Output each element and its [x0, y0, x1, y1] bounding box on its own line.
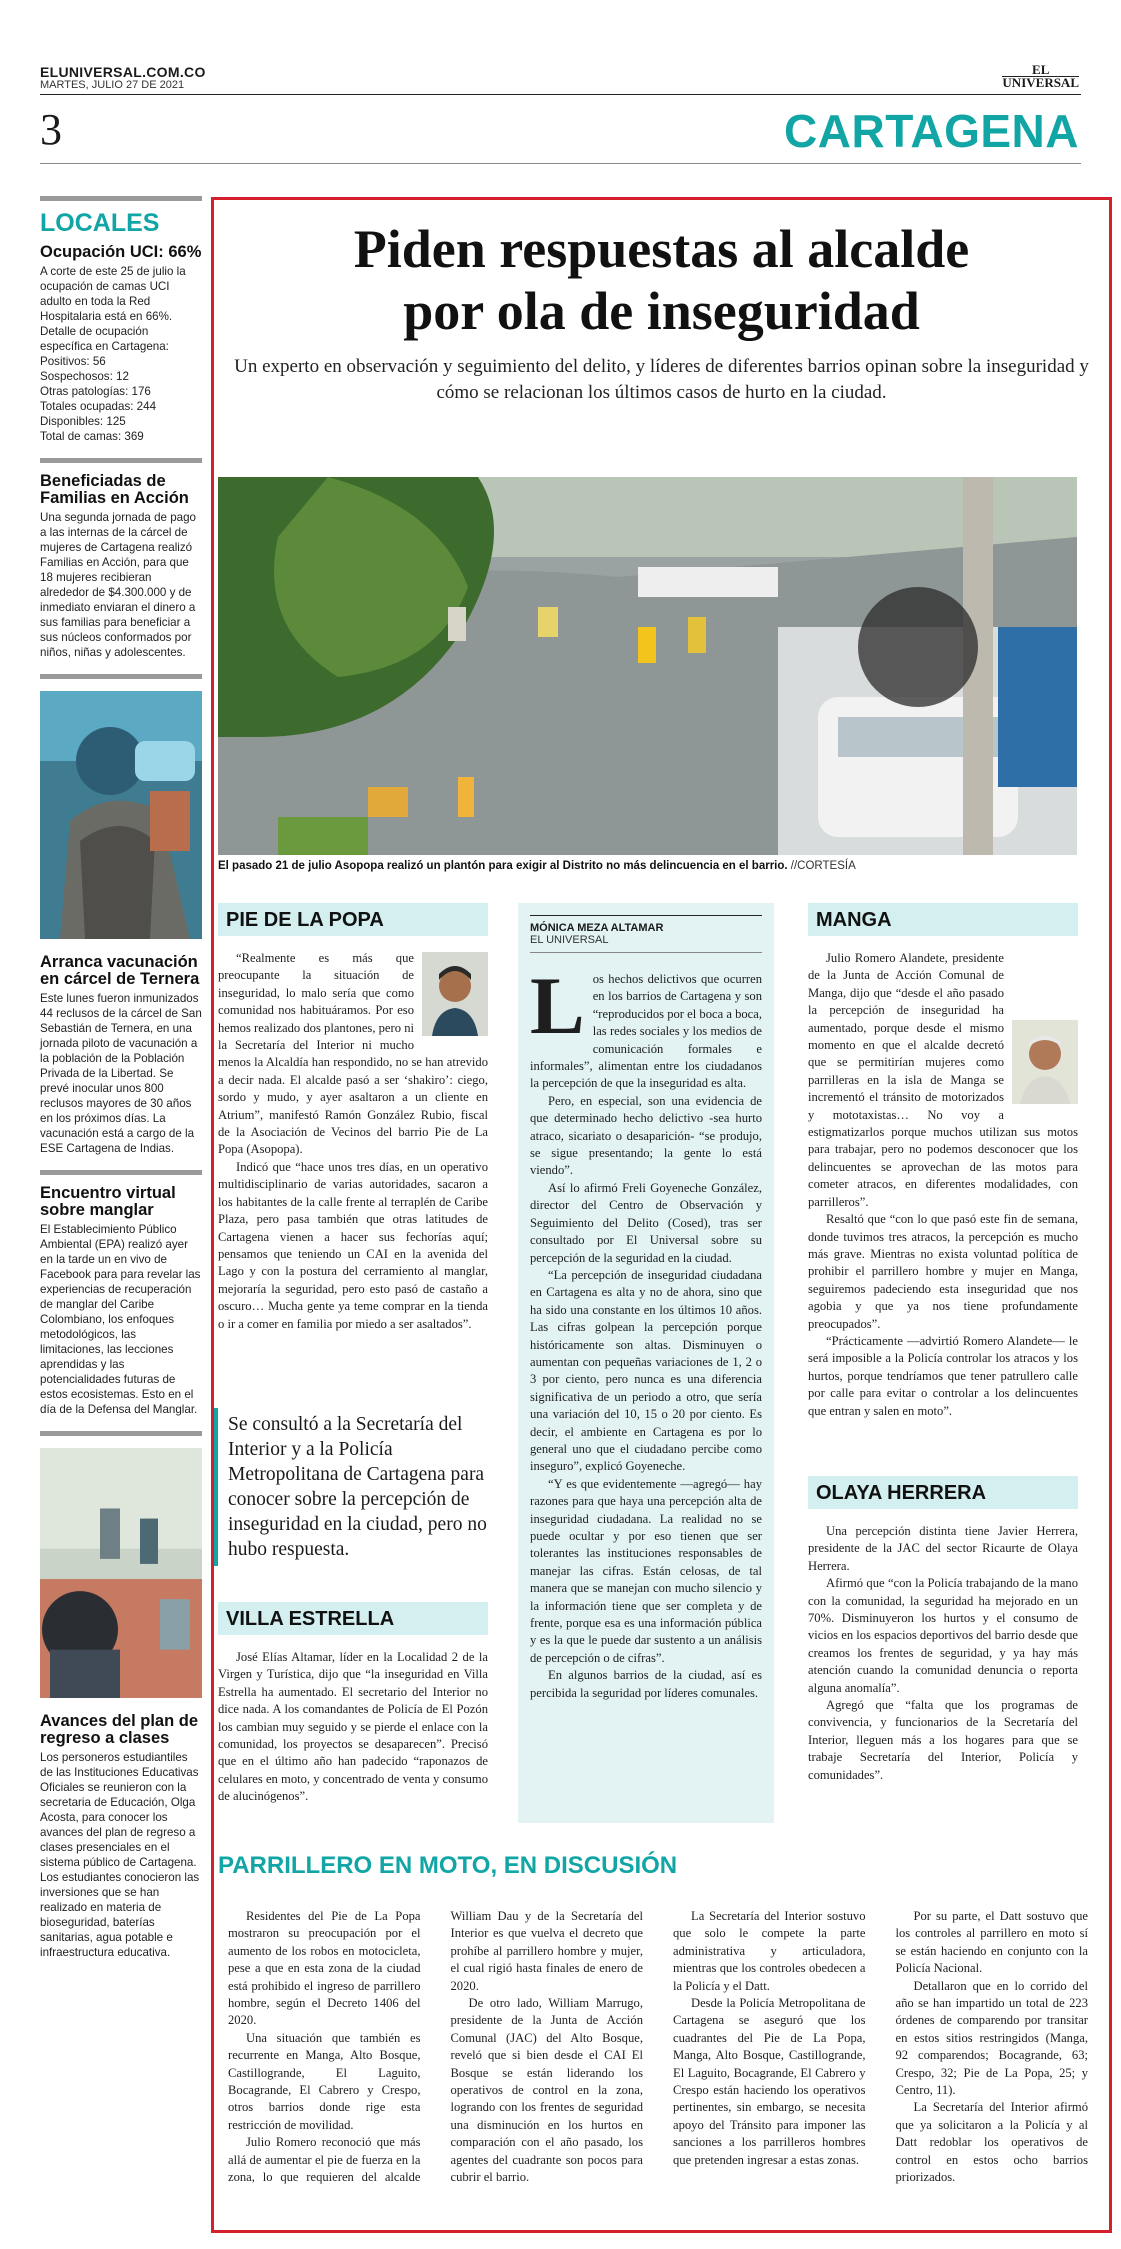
paragraph: “La percepción de inseguridad ciudadana en Cartagena es alta y no de ahora, sino que ha sido una constante en los últimos 10 años. Las cifras golpean la percepción porque históricamente son altas. Disminuyen o aumentan con pequeñas variaciones de 1, 2 o 3 por ciento, pero nunca es una diferencia significativa de un periodo a otro, que sería una variación del 10, 15 o 20 por ciento. Es decir, el ambiente en Cartagena es por lo general uno que el ciudadano percibe como inseguro”, explicó Goyeneche. [530, 1267, 762, 1474]
paragraph: Julio Romero reconoció que más allá de aumentar el pie de fuerza en la zona, lo que requieren del alcalde William Dau y de la Secretaría del Interior es que vuelva el decreto que prohíbe al parrillero hombre y mujer, el cual rigió hasta finales de enero de 2020. [228, 1909, 643, 2185]
sidebar-item-clases [40, 1713, 202, 1960]
paragraph: Afirmó que “con la Policía trabajando de la mano con la comunidad, la seguridad ha mejorado en un 70%. Disminuyeron los hurtos y el consumo de vicios en los espacios deportivos del barrio desde que creamos los frentes de seguridad, y ya hay más atención cuando la comunidad denuncia o reporta alguna anomalía”. [808, 1576, 1078, 1695]
locales-sidebar [40, 196, 202, 1960]
byline-author: MÓNICA MEZA ALTAMAR [530, 915, 762, 934]
column-manga [808, 903, 1078, 1420]
sidebar-item-title: Ocupación UCI: 66% [40, 243, 202, 261]
logo-bottom: UNIVERSAL [1002, 75, 1079, 90]
section-label-villa-estrella: VILLA ESTRELLA [218, 1602, 488, 1635]
bottom-section-body [228, 1908, 1088, 2187]
classroom-photo [40, 1448, 202, 1698]
stat-line: Total de camas: 369 [40, 430, 144, 443]
paragraph: José Elías Altamar, líder en la Localidad 2 de la Virgen y Turística, dijo que “la inseguridad en Villa Estrella ha aumentado. El secretario del Interior no dice nada. A los comandantes de Policía de El Pozón los cambian muy seguido y se pierde el enlace con la comunidad, los proyectos se desaparecen”. Precisó que en el último año han padecido “raponazos de celulares en moto, y concentrado de venta y consumo de alucinógenos”. [218, 1650, 488, 1804]
paragraph: “Prácticamente —advirtió Romero Alandete— le será imposible a la Policía controlar los atracos y los hurtos, porque tendríamos que tener patrullero calle por calle para evitar o controlar a los delincuentes que entran y salen en moto”. [808, 1333, 1078, 1418]
column-body [218, 1649, 488, 1806]
sidebar-item-title: Beneficiadas de Familias en Acción [40, 472, 189, 507]
portrait-julio-romero [1012, 1020, 1078, 1104]
pull-quote: Se consultó a la Secretaría del Interior y a la Policía Metropolitana de Cartagena para conocer sobre la percepción de inseguridad en la ciudad, pero no hubo respuesta. [214, 1408, 490, 1566]
sidebar-item-body: Este lunes fueron inmunizados 44 reclusos de la cárcel de San Sebastián de Ternera, en una jornada piloto de vacunación a la población de la Población Privada de la Libertad. Se prevé inocular unos 800 reclusos mayores de 30 años en los próximos días. La vacunación está a cargo de la ESE Cartagena de Indias. [40, 992, 202, 1155]
sidebar-divider [40, 1170, 202, 1175]
paragraph: Pero, en especial, son una evidencia de que determinado hecho delictivo -sea hurto atraco, sicariato o desaparición- “se produjo, se sigue presentando; la gente lo está viendo”. [530, 1093, 762, 1178]
article-headline [214, 218, 1109, 342]
byline-outlet: EL UNIVERSAL [530, 934, 762, 953]
caption-text: El pasado 21 de julio Asopopa realizó un plantón para exigir al Distrito no más delincuencia en el barrio. [218, 860, 788, 872]
paragraph: Detallaron que en lo corrido del año se han impartido un total de 223 órdenes de comparendo por transitar en estos sitios restringidos (Manga, 92 comparendos; Bocagrande, 63; Crespo, 32; Pie de La Popa, 25; y Centro, 11). [895, 1978, 1088, 2098]
sidebar-item-body: Una segunda jornada de pago a las internas de la cárcel de mujeres de Cartagena realizó Familias en Acción, para que 18 mujeres recibieran alrededor de $4.300.000 y de inmediato enviaran el dinero a sus familias para beneficiar a sus núcleos conformados por niños, niñas y adolescentes. [40, 511, 197, 659]
sidebar-divider [40, 674, 202, 679]
paragraph: Residentes del Pie de La Popa mostraron su preocupación por el aumento de los robos en motocicleta, pese a que en esta zona de la ciudad está prohibido el ingreso de parrillero hombre, según el Decreto 1406 del 2020. [228, 1909, 421, 2028]
column-body [530, 960, 762, 1702]
section-rule [40, 163, 1081, 164]
photo-caption [218, 860, 1088, 872]
paragraph: Así lo afirmó Freli Goyeneche González, director del Centro de Observación y Seguimiento del Delito (Cosed), tras ser consultado por El Universal sobre su percepción de la seguridad en la ciudad. [530, 1180, 762, 1265]
sidebar-heading: LOCALES [40, 196, 202, 238]
drop-cap: L [530, 960, 585, 1051]
section-label-pie-de-la-popa: PIE DE LA POPA [218, 903, 488, 936]
headline-line-2: por ola de inseguridad [403, 281, 920, 341]
sidebar-item-body: El Establecimiento Público Ambiental (EPA) realizó ayer en la tarde un en vivo de Facebook para para revelar las experiencias de recuperación de manglar del Caribe Colombiano, los enfoques metodológicos, las limitaciones, las lecciones aprendidas y las potencialidades futuras de estos ecosistemas. Esto en el día de la Defensa del Manglar. [40, 1223, 201, 1416]
stat-line: Disponibles: 125 [40, 415, 126, 428]
paragraph: La Secretaría del Interior sostuvo que solo le compete la parte administrativa y articuladora, mientras que los controles obedecen a la Policía y el Datt. [673, 1909, 866, 1993]
sidebar-item-ternera [40, 954, 202, 1156]
page-number: 3 [40, 105, 62, 154]
sidebar-item-title: Encuentro virtual sobre manglar [40, 1184, 176, 1219]
column-body [808, 1523, 1078, 1784]
column-villa-estrella [218, 1602, 488, 1806]
stat-line: Sospechosos: 12 [40, 370, 129, 383]
sidebar-item-body: A corte de este 25 de julio la ocupación de camas UCI adulto en toda la Red Hospitalaria está en 66%. Detalle de ocupación específica en Cartagena: [40, 265, 186, 353]
section-label-manga: MANGA [808, 903, 1078, 936]
paragraph: Por su parte, el Datt sostuvo que los controles al parrillero en moto sí se están haciendo en conjunto con la Policía Nacional. [895, 1909, 1088, 1976]
stat-line: Otras patologías: 176 [40, 385, 151, 398]
stat-line: Positivos: 56 [40, 355, 106, 368]
portrait-ramon-gonzalez [422, 952, 488, 1036]
protest-photo [218, 477, 1077, 855]
publication-date: MARTES, JULIO 27 DE 2021 [40, 79, 185, 91]
sidebar-item-uci [40, 244, 202, 444]
column-center [518, 903, 774, 1823]
paragraph: Agregó que “falta que los programas de convivencia, y funcionarios de la Secretaría del Interior, lleguen más a los hogares para que se trabaje Secretaría del Interior, Policía y comunidades”. [808, 1698, 1078, 1782]
sidebar-divider [40, 458, 202, 463]
paragraph: Julio Romero Alandete, presidente de la Junta de Acción Comunal de Manga, dijo que “desde el año pasado la percepción de inseguridad ha aumentado, porque desde el mismo momento en que el alcalde decretó que se permitirían mujeres como parrilleras en la isla de Manga se incrementó el tránsito de motorizados y mototaxistas… No voy a estigmatizarlos porque muchos utilizan sus motos para trabajar, pero no podemos desconocer que los delincuentes se aprovechan de las motos para cometer atracos, en diferentes modalidades, con parrilleros”. [808, 951, 1078, 1209]
sidebar-item-manglar [40, 1185, 202, 1417]
sidebar-item-body: Los personeros estudiantiles de las Instituciones Educativas Oficiales se reunieron con la secretaria de Educación, Olga Acosta, para conocer los avances del plan de regreso a clases presenciales en el sistema público de Cartagena. Los estudiantes conocieron las inversiones que se han realizado en materia de bioseguridad, baterías sanitarias, agua potable e infraestructura educativa. [40, 1751, 200, 1959]
paragraph: Una situación que también es recurrente en Manga, Alto Bosque, Castillogrande, El Laguito, Bocagrande, El Cabrero y Crespo, otros barrios donde rige esta restricción de movilidad. [228, 2030, 421, 2132]
sidebar-divider [40, 1431, 202, 1436]
column-pie-de-la-popa [218, 903, 488, 1333]
column-olaya-herrera [808, 1476, 1078, 1784]
column-body [808, 950, 1078, 1420]
paragraph: Indicó que “hace unos tres días, en un operativo multidisciplinario de varias autoridades, sacaron a los habitantes de la calle frente al terraplén de Caribe Plaza, pero pasa también que otras latitudes de Cartagena vienen a hacer sus fechorías aquí; pensamos que teniendo un CAI en la avenida del Lago y con la postura del cerramiento al manglar, mejoraría la seguridad, pero esto pasó de castaño a oscuro… Mucha gente ya teme comprar en la tienda o ir a comer en familia por miedo a ser asaltados”. [218, 1159, 488, 1331]
paragraph: os hechos delictivos que ocurren en los barrios de Cartagena y son “reproducidos por el boca a boca, las redes sociales y los medios de comunicación formales e informales”, alimentan entre los ciudadanos la percepción de que la inseguridad es alta. [530, 972, 762, 1091]
article-deck: Un experto en observación y seguimiento del delito, y líderes de diferentes barrios opinan sobre la inseguridad y cómo se relacionan los últimos casos de hurto en la ciudad. [234, 356, 1089, 403]
sidebar-item-title: Avances del plan de regreso a clases [40, 1712, 199, 1747]
paragraph: Una percepción distinta tiene Javier Herrera, presidente de la JAC del sector Ricaurte de Olaya Herrera. [808, 1524, 1078, 1573]
headline-line-1: Piden respuestas al alcalde [353, 219, 970, 279]
paragraph: En algunos barrios de la ciudad, así es percibida la seguridad por líderes comunales. [530, 1668, 762, 1700]
paragraph: “Y es que evidentemente —agregó— hay razones para que haya una percepción alta de inseguridad ciudadana. La realidad no se puede ocultar y por eso tienen que ser tolerantes las instituciones responsables de manejar las cifras. Están celosas, de tal manera que se manejan con mucho silencio y la información tiene que ser completa y de frente, porque esa es una información pública y es la que le puede dar sustento a un análisis de percepción o de cifras”. [530, 1476, 762, 1665]
paragraph: Resaltó que “con lo que pasó este fin de semana, donde tuvimos tres atracos, la percepción es mucho más grave. Mientras no exista voluntad política de prohibir el parrillero hombre y mujer en Manga, seguiremos padeciendo esta inseguridad que nos agobia y que ya nos tiene profundamente preocupados”. [808, 1212, 1078, 1331]
paragraph: Desde la Policía Metropolitana de Cartagena se aseguró que los cuadrantes del Pie de La Popa, Manga, Alto Bosque, Castillogrande, El Laguito, Bocagrande, El Cabrero y Crespo están haciendo los operativos pertinentes, sin embargo, se necesita apoyo del Tránsito para imponer las sanciones a los parrilleros hombres que pretenden ingresar a estas zonas. [673, 1996, 866, 2167]
sidebar-item-familias [40, 473, 202, 660]
column-body [218, 950, 488, 1333]
photo-credit: //CORTESÍA [790, 860, 856, 872]
paragraph: De otro lado, William Marrugo, presidente de la Junta de Acción Comunal (JAC) del Alto Bosque, reveló que si bien desde el CAI El Bosque se están liderando los operativos de control en la zona, logrando con los frentes de seguridad una disminución en los hurtos en comparación con el año pasado, los agentes del cuadrante son pocos para cubrir el barrio. [450, 1996, 643, 2185]
logo-top: EL [1032, 62, 1050, 77]
sidebar-item-title: Arranca vacunación en cárcel de Ternera [40, 953, 200, 988]
vaccination-photo [40, 691, 202, 939]
section-title: CARTAGENA [784, 105, 1079, 157]
bottom-section-title: PARRILLERO EN MOTO, EN DISCUSIÓN [218, 1852, 678, 1879]
stat-line: Totales ocupadas: 244 [40, 400, 157, 413]
section-label-olaya-herrera: OLAYA HERRERA [808, 1476, 1078, 1509]
paragraph: “Realmente es más que preocupante la situación de inseguridad, lo malo sería que como comunidad nos habituáramos. Por eso hemos realizado dos plantones, pero ni la Secretaría del Interior ni mucho menos la Alcaldía han respondido, no se han atrevido a decir nada. El alcalde pasó a ser ‘shakiro’: ciego, sordo y mudo, y ayer asaltaron a un cliente en Atrium”, manifestó Ramón González Rubio, fiscal de la Asociación de Vecinos del barrio Pie de La Popa (Asopopa). [218, 951, 488, 1157]
site-name: ELUNIVERSAL.COM.CO [40, 64, 206, 80]
masthead-rule [40, 94, 1081, 95]
newspaper-logo [1002, 64, 1079, 89]
paragraph: La Secretaría del Interior afirmó que ya solicitaron a la Policía y al Datt redoblar los operativos de control en estos ocho barrios priorizados. [895, 2100, 1088, 2185]
